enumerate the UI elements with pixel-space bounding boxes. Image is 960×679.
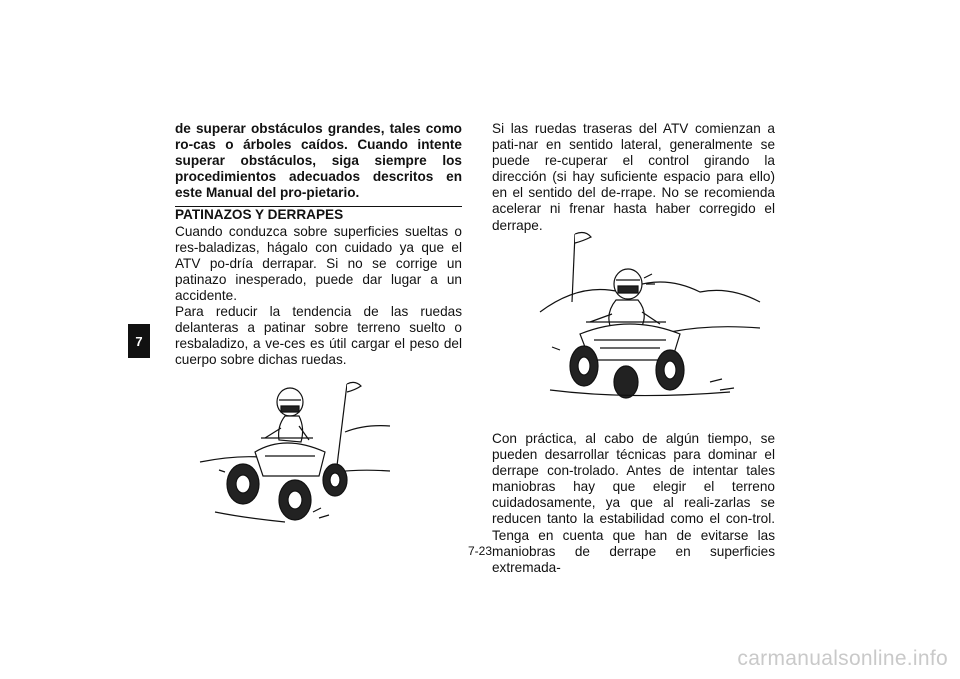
right-column-continued <box>492 431 775 576</box>
paragraph: Si las ruedas traseras del ATV comienzan a pati-nar en sentido lateral, generalmente se puede re-cuperar el control girando la dirección (si hay suficiente espacio para ello) en el sentido del de-rrape. No se recomienda acelerar ni frenar hasta haber corregido el derrape. <box>492 121 775 233</box>
section-heading: PATINAZOS Y DERRAPES <box>175 207 344 223</box>
paragraph: Para reducir la tendencia de las ruedas delanteras a patinar sobre terreno suelto o resbaladizo, a ve-ces es útil cargar el peso del cuerpo sobre dichas ruedas. <box>175 304 462 368</box>
atv-rider-illustration-skid <box>520 222 770 412</box>
paragraph: Con práctica, al cabo de algún tiempo, se pueden desarrollar técnicas para dominar el derrape con-trolado. Antes de intentar tales maniobras hay que elegir el terreno cuidadosamente, ya que al reali-zarlas se reducen tanto la estabilidad como el con-trol. Tenga en cuenta que han de evitarse las maniobras de derrape en superficies extremada- <box>492 431 775 575</box>
watermark: carmanualsonline.info <box>737 647 948 670</box>
chapter-tab: 7 <box>128 324 150 358</box>
atv-rider-illustration-front <box>195 372 395 532</box>
paragraph: Cuando conduzca sobre superficies sueltas o res-baladizas, hágalo con cuidado ya que el ATV po-dría derrapar. Si no se corrige un patinazo inesperado, puede dar lugar a un accidente. <box>175 223 462 303</box>
right-column <box>492 121 775 234</box>
warning-text: de superar obstáculos grandes, tales como ro-cas o árboles caídos. Cuando intente superar obstáculos, siga siempre los procedimientos adecuados descritos en este Manual del pro-pietario. <box>175 121 462 201</box>
left-column <box>175 121 462 368</box>
page-number: 7-23 <box>467 544 493 558</box>
